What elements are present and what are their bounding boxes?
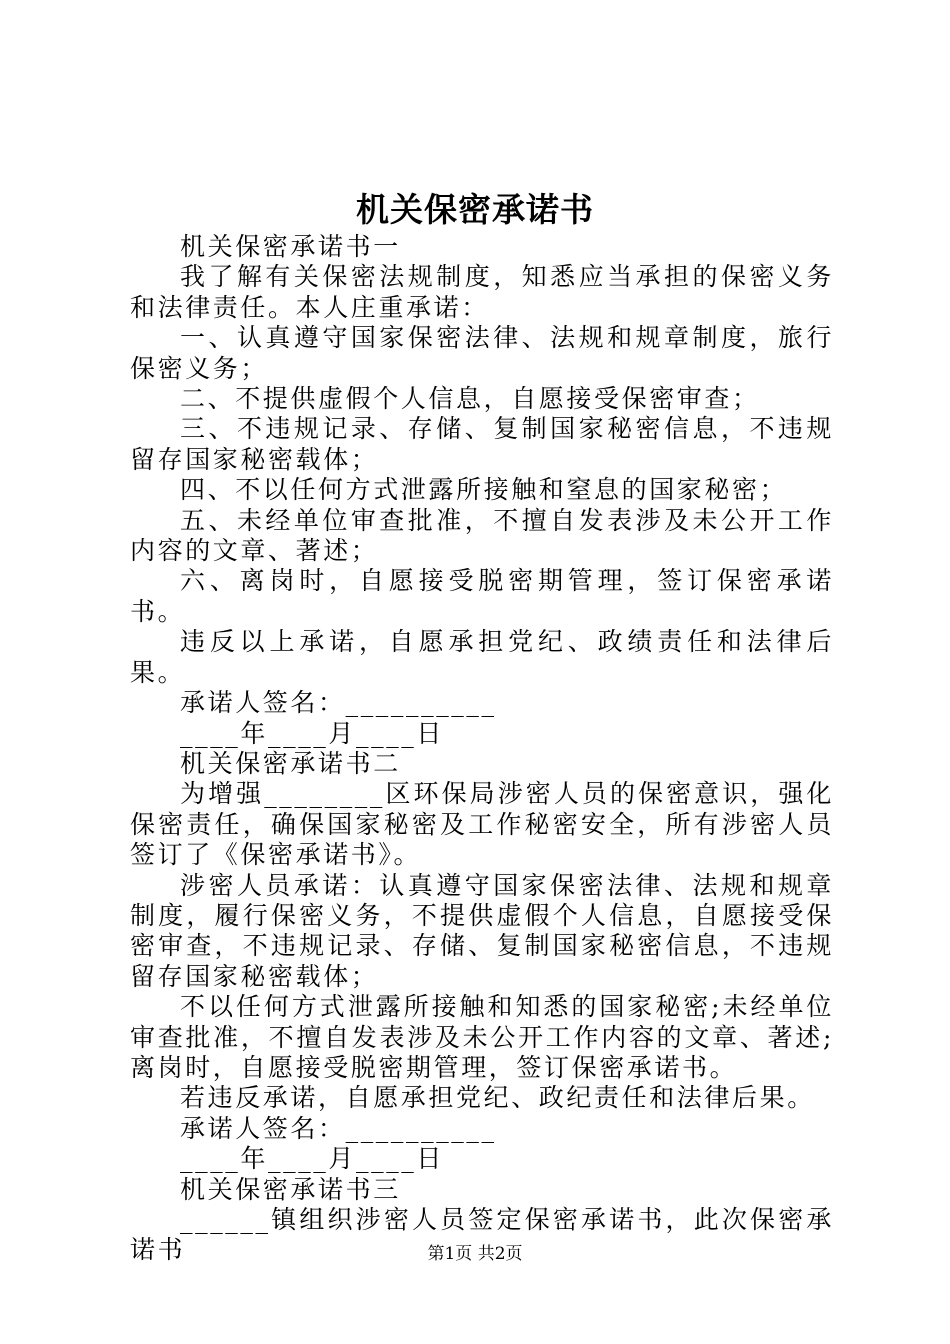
date-line: ____年____月____日: [180, 718, 445, 748]
paragraph: 不以任何方式泄露所接触和知悉的国家秘密;未经单位审查批准，不擅自发表涉及未公开工作内容的文章、著述;离岗时，自愿接受脱密期管理，签订保密承诺书。: [130, 992, 834, 1082]
paragraph: 若违反承诺，自愿承担党纪、政纪责任和法律后果。: [180, 1083, 815, 1113]
signature-line: 承诺人签名：__________: [180, 688, 497, 718]
pledge-item-6: 六、离岗时，自愿接受脱密期管理，签订保密承诺书。: [130, 566, 834, 626]
pledge-item-5: 五、未经单位审查批准，不擅自发表涉及未公开工作内容的文章、著述；: [130, 505, 834, 566]
paragraph: 违反以上承诺，自愿承担党纪、政绩责任和法律后果。: [130, 627, 834, 687]
paragraph: 涉密人员承诺：认真遵守国家保密法律、法规和规章制度，履行保密义务，不提供虚假个人信息，自愿接受保密审查，不违规记录、存储、复制国家秘密信息，不违规留存国家秘密载体；: [130, 870, 834, 991]
document-title: 机关保密承诺书: [356, 190, 594, 229]
paragraph: 我了解有关保密法规制度，知悉应当承担的保密义务和法律责任。本人庄重承诺：: [130, 262, 834, 322]
paragraph: ______镇组织涉密人员签定保密承诺书，此次保密承诺书: [130, 1205, 834, 1265]
pledge-item-2: 二、不提供虚假个人信息，自愿接受保密审查；: [180, 384, 760, 414]
signature-line: 承诺人签名：__________: [180, 1113, 497, 1143]
page-footer: 第1页 共2页: [427, 1244, 523, 1264]
pledge-item-1: 一、认真遵守国家保密法律、法规和规章制度，旅行保密义务；: [130, 323, 834, 383]
section-heading-3: 机关保密承诺书三: [180, 1174, 401, 1204]
section-heading-2: 机关保密承诺书二: [180, 748, 401, 778]
document-body: [130, 232, 834, 1266]
pledge-item-4: 四、不以任何方式泄露所接触和窒息的国家秘密；: [180, 475, 788, 505]
paragraph: 为增强________区环保局涉密人员的保密意识，强化保密责任，确保国家秘密及工作秘密安全，所有涉密人员签订了《保密承诺书》。: [130, 779, 834, 870]
section-heading-1: 机关保密承诺书一: [180, 232, 401, 261]
date-line: ____年____月____日: [180, 1144, 445, 1174]
pledge-item-3: 三、不违规记录、存储、复制国家秘密信息，不违规留存国家秘密载体；: [130, 414, 834, 474]
